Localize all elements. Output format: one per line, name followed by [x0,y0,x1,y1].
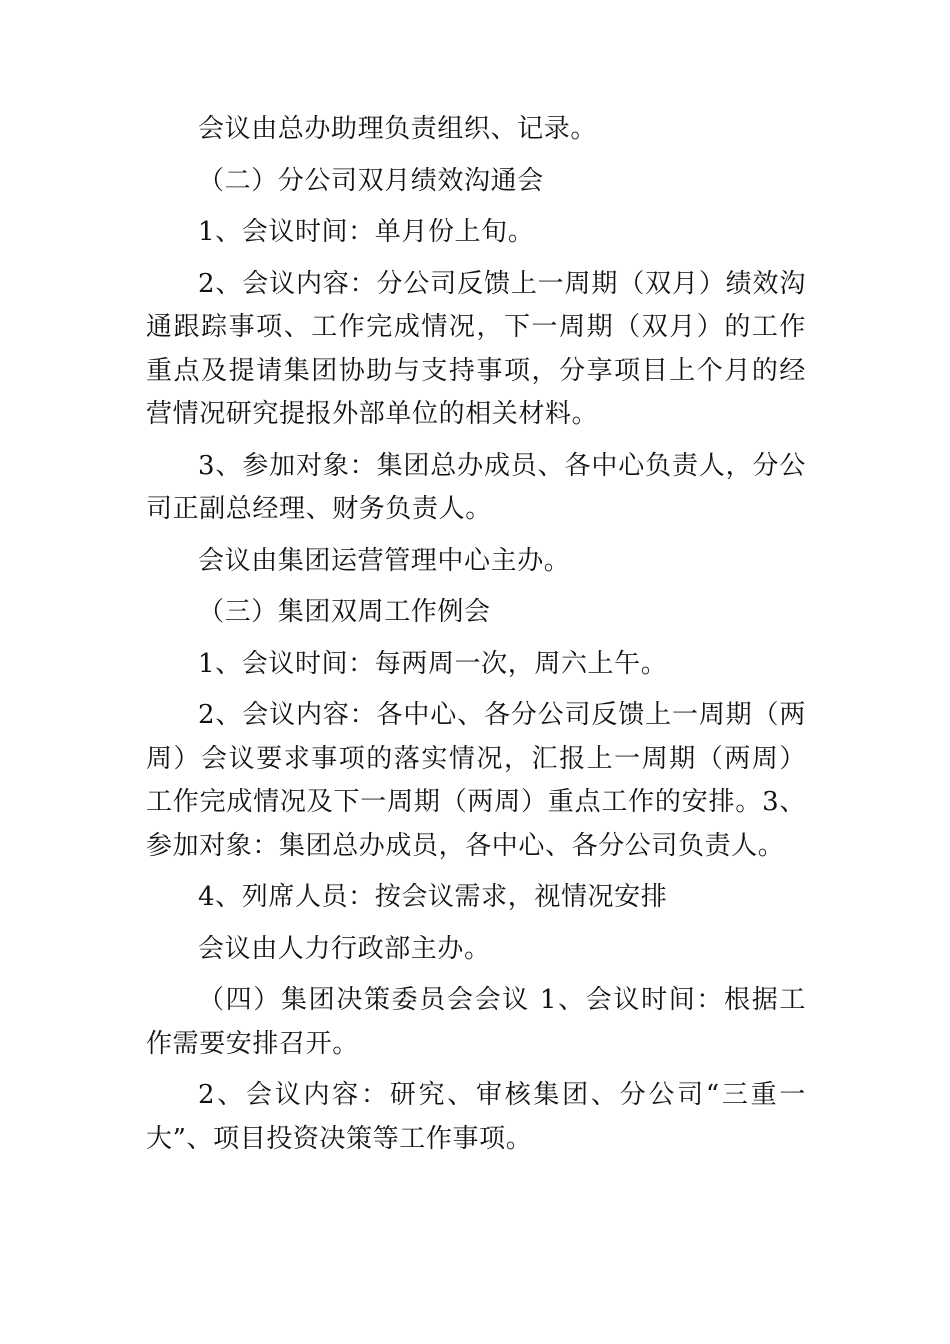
paragraph-biweekly-content: 2、会议内容：各中心、各分公司反馈上一周期（两周）会议要求事项的落实情况，汇报上一周期（两周）工作完成情况及下一周期（两周）重点工作的安排。3、参加对象：集团总办成员，各中心、各分公司负责人。 [146,700,806,861]
paragraph-biweekly-time: 1、会议时间：每两周一次，周六上午。 [198,648,668,679]
paragraph-bimonthly-host: 会议由集团运营管理中心主办。 [198,545,571,576]
paragraph-bimonthly-time: 1、会议时间：单月份上旬。 [198,217,535,247]
paragraph-decision-content: 2、会议内容：研究、审核集团、分公司“三重一大”、项目投资决策等工作事项。 [146,1080,806,1154]
paragraph-bimonthly-content: 2、会议内容：分公司反馈上一周期（双月）绩效沟通跟踪事项、工作完成情况，下一周期（双月）的工作重点及提请集团协助与支持事项，分享项目上个月的经营情况研究提报外部单位的相关材料。 [146,268,806,429]
section-heading-bimonthly-meeting: （二）分公司双月绩效沟通会 [198,165,544,196]
paragraph-biweekly-host: 会议由人力行政部主办。 [198,933,491,964]
paragraph-biweekly-observers: 4、列席人员：按会议需求，视情况安排 [198,882,668,912]
paragraph-meeting-organizer: 会议由总办助理负责组织、记录。 [198,114,598,144]
section-heading-biweekly-meeting: （三）集团双周工作例会 [198,597,491,627]
paragraph-bimonthly-attendees: 3、参加对象：集团总办成员、各中心负责人，分公司正副总经理、财务负责人。 [146,450,806,524]
section-heading-decision-committee: （四）集团决策委员会会议 1、会议时间：根据工作需要安排召开。 [146,985,806,1059]
document-body [146,108,806,1169]
